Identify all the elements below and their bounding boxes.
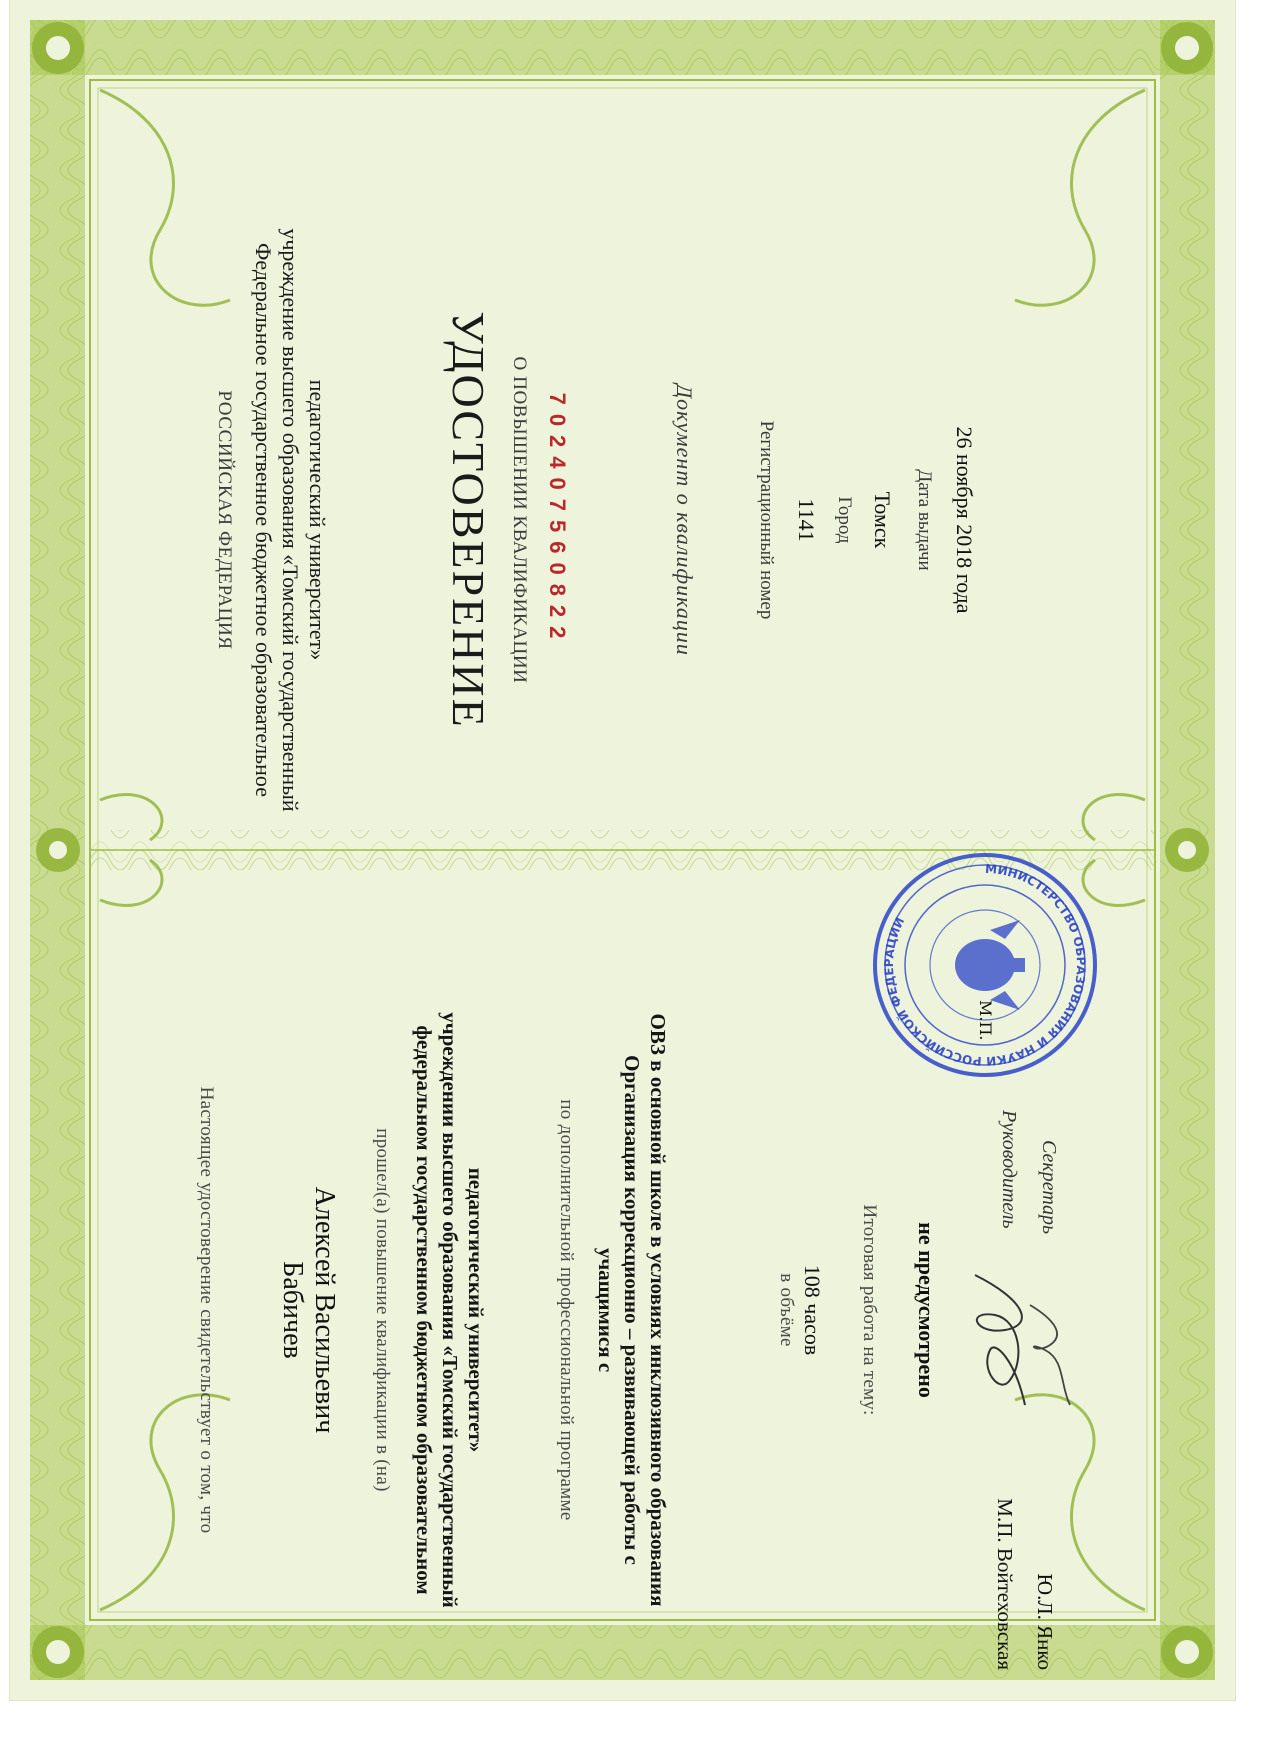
program-title-line-2: ОВЗ в основной школе в условиях инклюзивного образования [646, 1013, 670, 1607]
secretary-signature [1015, 1300, 1085, 1410]
passed-training-text: прошел(а) повышение квалификации в (на) [372, 1128, 393, 1492]
certificate-sheet [10, 0, 1235, 1700]
document-type: Документ о квалификации [672, 384, 697, 656]
stamp-mark: М.П. [976, 1000, 995, 1041]
program-title-line-1: Организация коррекционно – развивающей работы с учащимися с [594, 1055, 644, 1565]
registration-number-value: 1141 [794, 498, 819, 542]
city-value: Томск [870, 491, 895, 549]
institution-line-2: учреждении высшего образования «Томский государственный [438, 1012, 462, 1608]
final-work-value: не предусмотрено [914, 1222, 939, 1398]
volume-value: 108 часов [800, 1264, 825, 1356]
final-work-label: Итоговая работа на тему: [859, 1204, 880, 1416]
program-label: по дополнительной профессиональной программе [556, 1099, 577, 1521]
head-name: М.П. Войтеховская [993, 1498, 1017, 1670]
holder-given-names: Алексей Васильевич [309, 1186, 340, 1434]
document-subtitle: О ПОВЫШЕНИИ КВАЛИФИКАЦИИ [509, 356, 530, 684]
official-stamp [870, 850, 1100, 1080]
volume-label: в объёме [776, 1273, 797, 1347]
secretary-role: Секретарь [1038, 1140, 1060, 1235]
issue-date-label: Дата выдачи [914, 469, 935, 571]
issuer-org-line-2: учреждение высшего образования «Томский государственный [278, 228, 303, 812]
issuer-org-line-3: педагогический университет» [305, 379, 330, 661]
head-role: Руководитель [998, 1110, 1020, 1229]
country-label: РОССИЙСКАЯ ФЕДЕРАЦИЯ [214, 390, 235, 650]
issue-date-value: 26 ноября 2018 года [952, 426, 977, 614]
institution-line-1: федеральном государственном бюджетном образовательном [412, 1025, 436, 1595]
city-label: Город [834, 496, 855, 544]
holder-surname: Бабичев [277, 1261, 308, 1359]
registration-number-label: Регистрационный номер [756, 420, 777, 620]
intro-text: Настоящее удостоверение свидетельствует о том, что [196, 1086, 217, 1534]
stamp-text: МИНИСТЕРСТВО ОБРАЗОВАНИЯ И НАУКИ РОССИЙСКОЙ ФЕДЕРАЦИИ [881, 861, 1089, 1069]
document-title: УДОСТОВЕРЕНИЕ [443, 311, 494, 729]
issuer-org-line-1: Федеральное государственное бюджетное образовательное [251, 243, 276, 797]
certificate-content [10, 0, 1235, 1700]
serial-number: 702407560822 [545, 392, 570, 648]
secretary-name: Ю.Л. Янко [1033, 1573, 1057, 1670]
institution-line-3: педагогический университет» [464, 1167, 488, 1453]
